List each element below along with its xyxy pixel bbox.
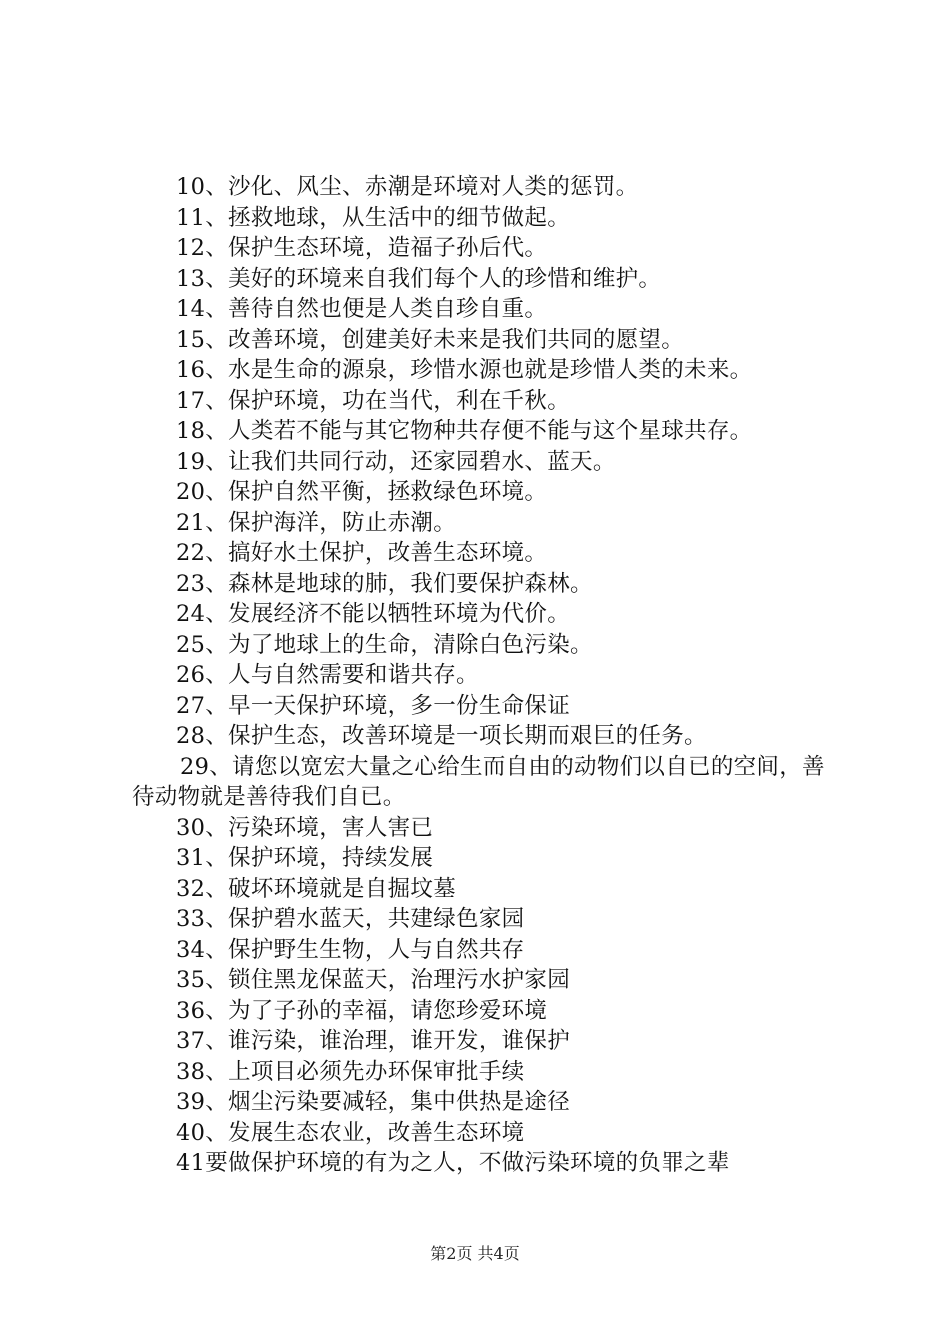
list-item: 27、早一天保护环境，多一份生命保证	[176, 692, 571, 719]
list-item: 40、发展生态农业，改善生态环境	[176, 1119, 525, 1146]
list-item: 28、保护生态，改善环境是一项长期而艰巨的任务。	[176, 723, 707, 749]
list-item: 12、保护生态环境，造福子孙后代。	[176, 235, 548, 261]
list-item: 34、保护野生生物，人与自然共存	[176, 936, 525, 963]
page-footer: 第2页 共4页	[430, 1244, 520, 1263]
list-item: 13、美好的环境来自我们每个人的珍惜和维护。	[176, 265, 662, 292]
list-item: 35、锁住黑龙保蓝天，治理污水护家园	[176, 967, 571, 993]
list-item: 15、改善环境，创建美好未来是我们共同的愿望。	[176, 326, 685, 353]
list-item: 36、为了子孙的幸福，请您珍爱环境	[176, 997, 548, 1024]
list-item: 32、破坏环境就是自掘坟墓	[176, 875, 457, 902]
list-item: 16、水是生命的源泉，珍惜水源也就是珍惜人类的未来。	[176, 357, 753, 383]
list-item: 41要做保护环境的有为之人，不做污染环境的负罪之辈	[176, 1150, 730, 1176]
list-item: 30、污染环境，害人害已	[176, 814, 434, 841]
list-item: 11、拯救地球，从生活中的细节做起。	[176, 204, 571, 231]
list-item: 26、人与自然需要和谐共存。	[176, 662, 479, 688]
list-item: 10、沙化、风尘、赤潮是环境对人类的惩罚。	[176, 174, 639, 200]
list-item: 31、保护环境，持续发展	[176, 845, 434, 871]
list-item-wrapped: 29、请您以宽宏大量之心给生而自由的动物们以自已的空间，善待动物就是善待我们自已。	[132, 753, 825, 810]
list-item: 38、上项目必须先办环保审批手续	[176, 1058, 525, 1085]
list-item: 17、保护环境，功在当代，利在千秋。	[176, 387, 571, 414]
list-item: 21、保护海洋，防止赤潮。	[176, 509, 457, 536]
slogan-list	[132, 172, 832, 1179]
list-item: 14、善待自然也便是人类自珍自重。	[176, 296, 548, 322]
list-item: 23、森林是地球的肺，我们要保护森林。	[176, 570, 593, 597]
list-item: 20、保护自然平衡，拯救绿色环境。	[176, 479, 548, 505]
list-item: 37、谁污染，谁治理，谁开发，谁保护	[176, 1028, 571, 1054]
list-item: 18、人类若不能与其它物种共存便不能与这个星球共存。	[176, 418, 753, 444]
list-item: 39、烟尘污染要减轻，集中供热是途径	[176, 1089, 571, 1115]
list-item: 25、为了地球上的生命，清除白色污染。	[176, 631, 593, 658]
list-item: 33、保护碧水蓝天，共建绿色家园	[176, 906, 525, 932]
list-item: 22、搞好水土保护，改善生态环境。	[176, 540, 548, 566]
list-item: 24、发展经济不能以牺牲环境为代价。	[176, 601, 571, 627]
list-item: 19、让我们共同行动，还家园碧水、蓝天。	[176, 448, 616, 475]
